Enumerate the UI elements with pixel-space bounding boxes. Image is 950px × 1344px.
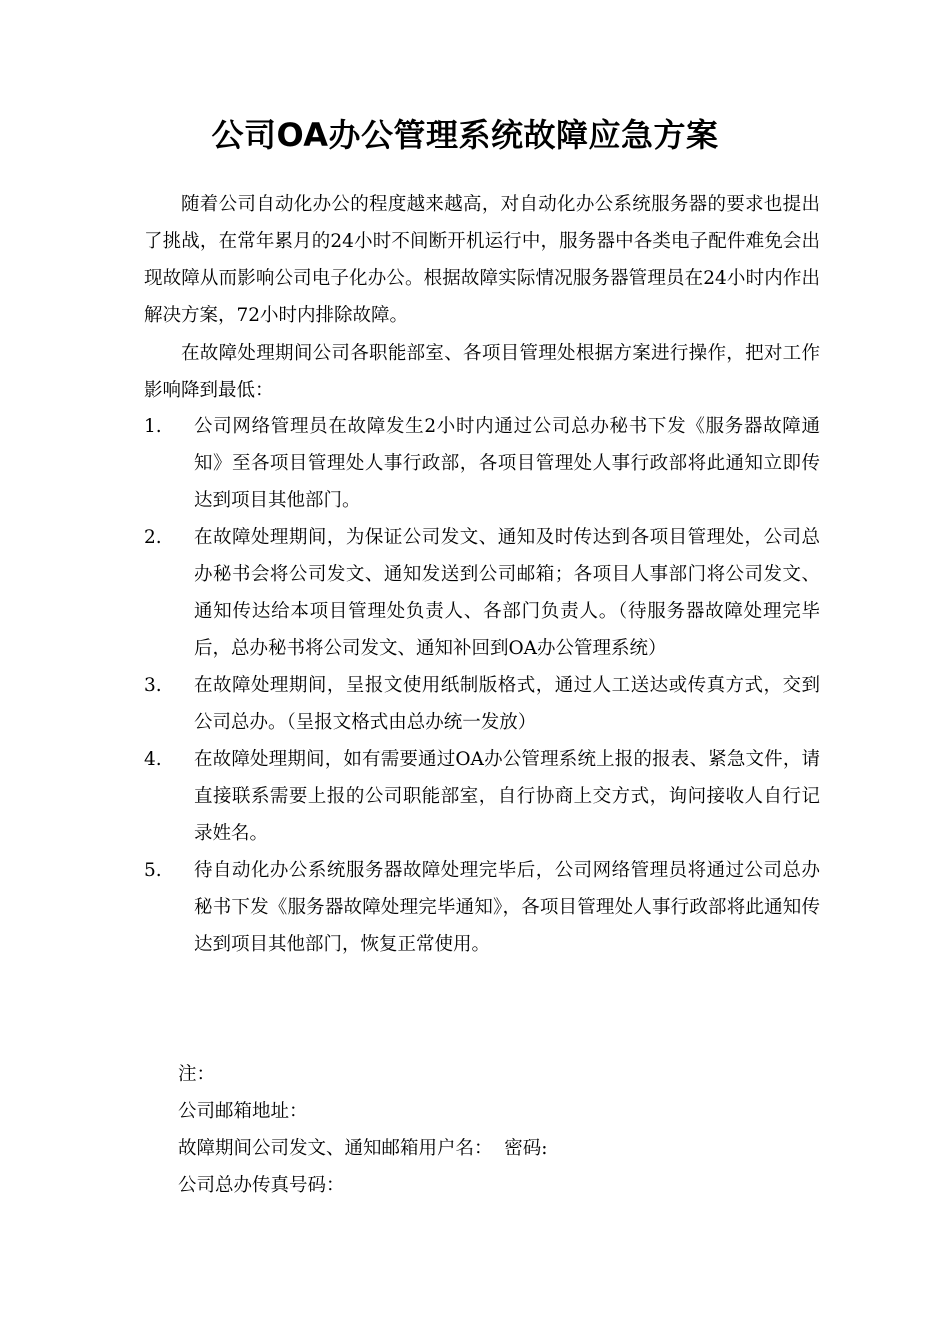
intro-paragraph: 随着公司自动化办公的程度越来越高，对自动化办公系统服务器的要求也提出了挑战，在常年累月的24小时不间断开机运行中，服务器中各类电子配件难免会出现故障从而影响公司电子化办公。根据故障实际情况服务器管理员在24小时内作出解决方案，72小时内排除故障。 bbox=[144, 194, 820, 326]
list-item bbox=[144, 408, 820, 519]
list-item-text: 在故障处理期间，为保证公司发文、通知及时传达到各项目管理处，公司总办秘书会将公司发文、通知发送到公司邮箱；各项目人事部门将公司发文、通知传达给本项目管理处负责人、各部门负责人。（待服务器故障处理完毕后，总办秘书将公司发文、通知补回到OA办公管理系统） bbox=[194, 527, 820, 659]
list-item bbox=[144, 852, 820, 963]
email-address-label: 公司邮箱地址： bbox=[178, 1101, 308, 1122]
list-item-number: 1. bbox=[144, 416, 162, 437]
list-item bbox=[144, 519, 820, 667]
procedure-list bbox=[144, 408, 820, 963]
mail-username-label: 故障期间公司发文、通知邮箱用户名： bbox=[178, 1138, 493, 1159]
list-item-number: 2. bbox=[144, 527, 162, 548]
list-item-text: 待自动化办公系统服务器故障处理完毕后，公司网络管理员将通过公司总办秘书下发《服务器故障处理完毕通知》，各项目管理处人事行政部将此通知传达到项目其他部门，恢复正常使用。 bbox=[194, 860, 820, 955]
list-item-number: 4. bbox=[144, 749, 162, 770]
notes-section bbox=[178, 1056, 818, 1204]
list-item-text: 在故障处理期间，如有需要通过OA办公管理系统上报的报表、紧急文件，请直接联系需要上报的公司职能部室，自行协商上交方式，询问接收人自行记录姓名。 bbox=[194, 749, 820, 844]
list-item bbox=[144, 667, 820, 741]
fax-number-label: 公司总办传真号码： bbox=[178, 1175, 345, 1196]
mail-password-label: 密码: bbox=[504, 1138, 548, 1159]
mail-account-line bbox=[178, 1130, 818, 1167]
document-title: 公司OA办公管理系统故障应急方案 bbox=[211, 116, 719, 154]
procedure-intro-paragraph: 在故障处理期间公司各职能部室、各项目管理处根据方案进行操作，把对工作影响降到最低： bbox=[144, 343, 820, 401]
list-item-number: 3. bbox=[144, 675, 162, 696]
list-item bbox=[144, 741, 820, 852]
notes-heading: 注： bbox=[178, 1064, 216, 1085]
list-item-text: 公司网络管理员在故障发生2小时内通过公司总办秘书下发《服务器故障通知》至各项目管理处人事行政部，各项目管理处人事行政部将此通知立即传达到项目其他部门。 bbox=[194, 416, 820, 511]
list-item-number: 5. bbox=[144, 860, 162, 881]
list-item-text: 在故障处理期间，呈报文使用纸制版格式，通过人工送达或传真方式，交到公司总办。（呈报文格式由总办统一发放） bbox=[194, 675, 820, 733]
